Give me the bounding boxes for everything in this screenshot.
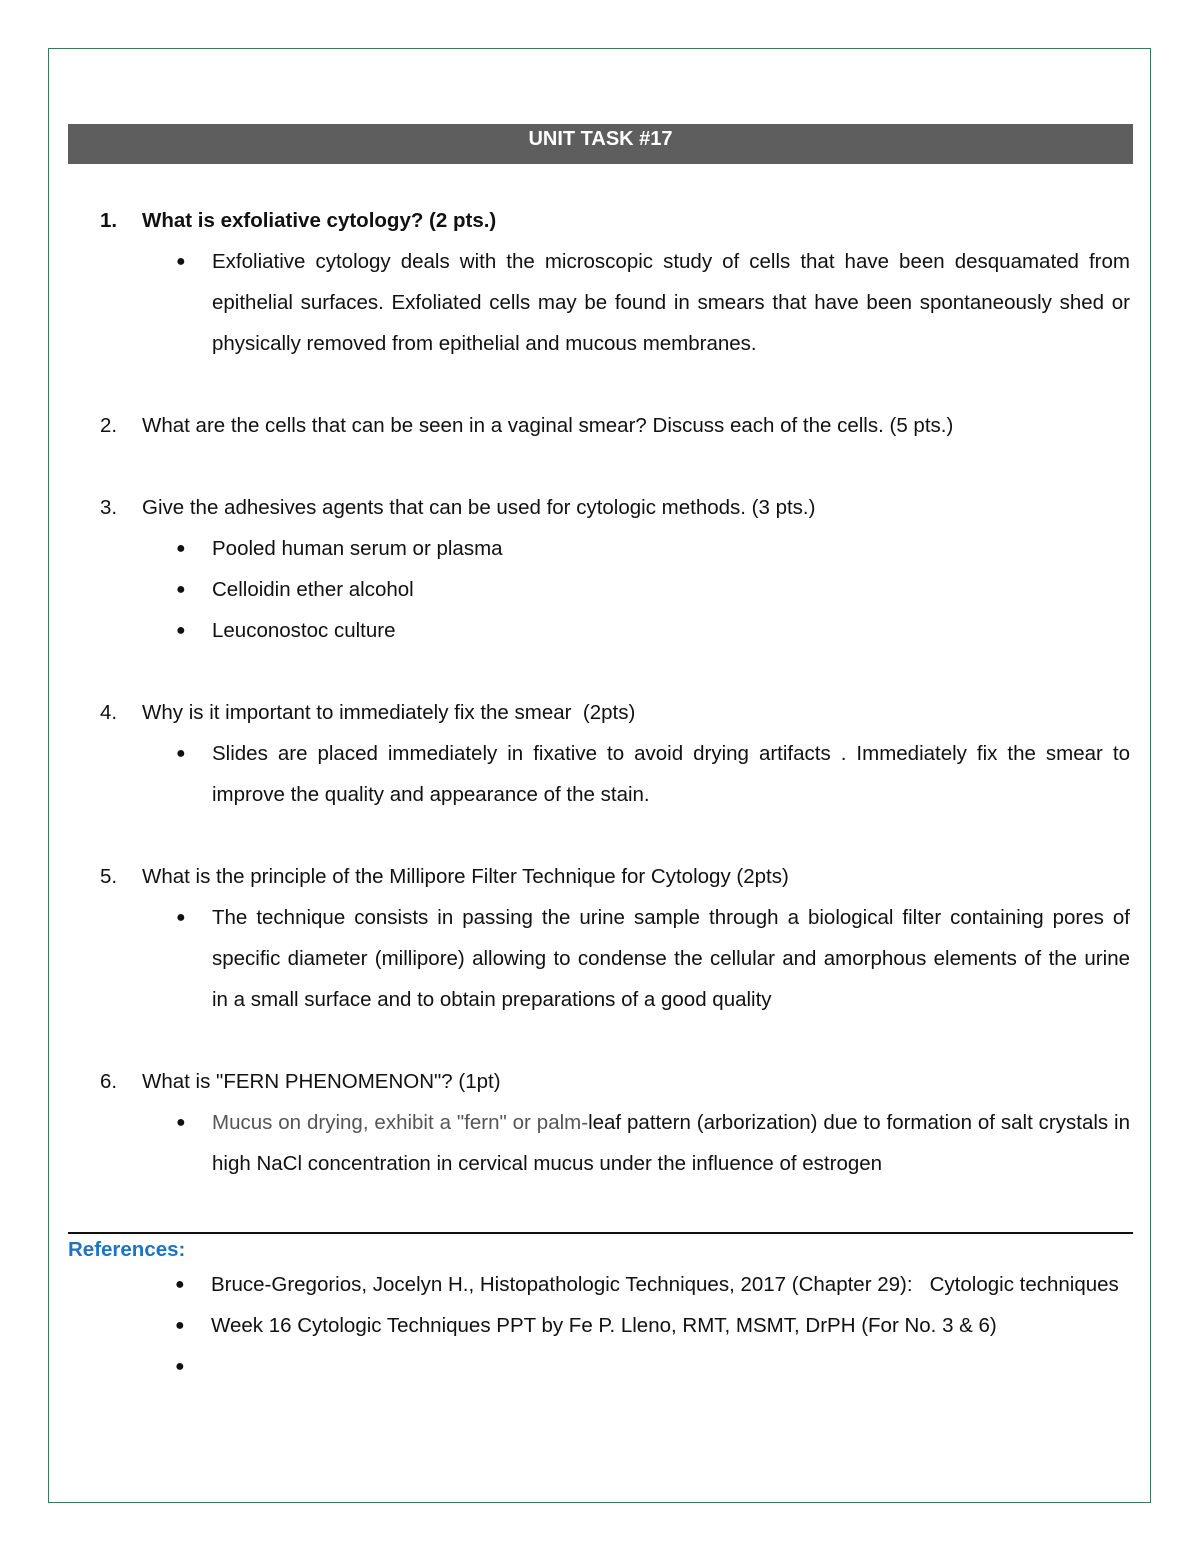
question-number: 1. <box>100 209 118 232</box>
reference-item <box>68 1305 1130 1346</box>
references-list <box>68 1264 1130 1387</box>
bullet-icon: ● <box>176 581 186 598</box>
answer-list <box>100 897 1130 1020</box>
question-number: 5. <box>100 865 118 888</box>
question-text: What are the cells that can be seen in a vaginal smear? Discuss each of the cells. (5 pts.) <box>142 414 954 437</box>
question-text: What is "FERN PHENOMENON"? (1pt) <box>142 1070 501 1093</box>
question-3 <box>100 487 1130 528</box>
answer-text: leaf pattern (arborization) due to formation of salt crystals in high NaCl concentration in cervical mucus under the influence of estrogen <box>212 1111 1131 1175</box>
question-4 <box>100 692 1130 733</box>
reference-text: Bruce-Gregorios, Jocelyn H., Histopathologic Techniques, 2017 (Chapter 29): Cytologic techniques <box>211 1273 1119 1296</box>
bullet-icon: ● <box>176 745 186 762</box>
bullet-icon: ● <box>175 1317 185 1334</box>
answer-text: Celloidin ether alcohol <box>212 578 414 601</box>
references-heading: References: <box>68 1238 186 1261</box>
question-5 <box>100 856 1130 897</box>
page-title: UNIT TASK #17 <box>68 124 1133 164</box>
answer-list <box>100 733 1130 815</box>
bullet-icon: ● <box>176 909 186 926</box>
answer-item <box>100 733 1130 815</box>
bullet-icon: ● <box>176 1114 186 1131</box>
question-text: Why is it important to immediately fix the smear (2pts) <box>142 701 636 724</box>
answer-text: Exfoliative cytology deals with the microscopic study of cells that have been desquamated from epithelial surfaces. Exfoliated cells may be found in smears that have been spontaneously shed or physically removed from epithelial and mucous membranes. <box>212 250 1130 355</box>
answer-list <box>100 1102 1130 1184</box>
answer-item <box>100 528 1130 569</box>
answer-list <box>100 528 1130 651</box>
answer-item <box>100 1102 1130 1184</box>
reference-text: Week 16 Cytologic Techniques PPT by Fe P. Lleno, RMT, MSMT, DrPH (For No. 3 & 6) <box>211 1314 997 1337</box>
question-text: What is exfoliative cytology? (2 pts.) <box>142 209 497 232</box>
question-2 <box>100 405 1130 446</box>
question-text: What is the principle of the Millipore Filter Technique for Cytology (2pts) <box>142 865 789 888</box>
answer-item <box>100 241 1130 364</box>
question-number: 6. <box>100 1070 118 1093</box>
answer-item <box>100 897 1130 1020</box>
references-section <box>68 1236 1130 1387</box>
question-1 <box>100 200 1130 241</box>
reference-item <box>68 1346 1130 1387</box>
question-6 <box>100 1061 1130 1102</box>
question-list <box>100 200 1130 1184</box>
question-number: 4. <box>100 701 118 724</box>
bullet-icon: ● <box>176 253 186 270</box>
question-number: 3. <box>100 496 118 519</box>
references-divider <box>68 1232 1133 1234</box>
answer-item <box>100 610 1130 651</box>
question-number: 2. <box>100 414 118 437</box>
answer-text-gray: Mucus on drying, exhibit a "fern" or palm- <box>212 1111 589 1134</box>
answer-text: Pooled human serum or plasma <box>212 537 503 560</box>
bullet-icon: ● <box>175 1358 185 1375</box>
answer-text: The technique consists in passing the urine sample through a biological filter containing pores of specific diameter (millipore) allowing to condense the cellular and amorphous elements of the urine in a small surface and to obtain preparations of a good quality <box>212 906 1130 1011</box>
answer-item <box>100 569 1130 610</box>
reference-item <box>68 1264 1130 1305</box>
answer-text: Slides are placed immediately in fixative to avoid drying artifacts . Immediately fix the smear to improve the quality and appearance of the stain. <box>212 742 1130 806</box>
bullet-icon: ● <box>176 622 186 639</box>
answer-text: Leuconostoc culture <box>212 619 396 642</box>
question-text: Give the adhesives agents that can be used for cytologic methods. (3 pts.) <box>142 496 816 519</box>
answer-list <box>100 241 1130 364</box>
bullet-icon: ● <box>176 540 186 557</box>
bullet-icon: ● <box>175 1276 185 1293</box>
